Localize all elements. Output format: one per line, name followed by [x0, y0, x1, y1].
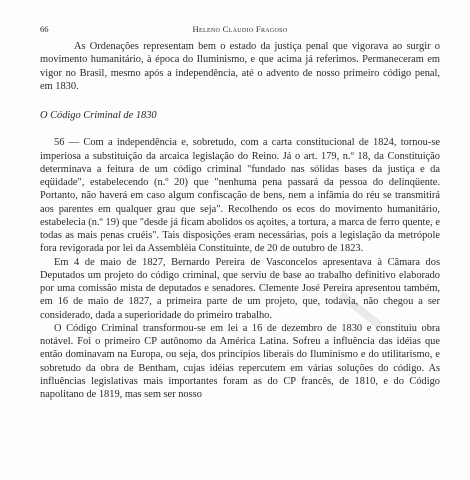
body-text: [40, 40, 440, 401]
paragraph-56: 56 — Com a independência e, sobretudo, com a carta constitucional de 1824, tornou-se imperiosa a substituição da arcaica legislação do Reino. Já o art. 179, n.º 18, da Constituição determinava a feitura de um código criminal "fundado nas sólidas bases da justiça e da eqüidade", estabelecendo (n.º 20) que "nenhuma pena passará da pessoa do delinqüente. Portanto, não haverá em caso algum confiscação de bens, nem a infâmia do réu se transmitirá aos parentes em qualquer grau que seja". Recolhendo os ecos do movimento humanitário, estabelecia (n.º 19) que "desde já ficam abolidos os açoites, a tortura, a marca de ferro quente, e todas as mais penas cruéis". Tais disposições eram necessárias, pois a legislação da metrópole fora revigorada por lei da Assembléia Constituinte, de 20 de outubro de 1823.: [40, 137, 440, 255]
running-head: Heleno Cláudio Fragoso: [192, 24, 288, 34]
paragraph-ordenacoes: As Ordenações representam bem o estado da justiça penal que vigorava ao surgir o movimento humanitário, à época do Iluminismo, e que acima já referimos. Permaneceram em vigor no Brasil, mesmo após a independência, até o advento de nosso primeiro código penal, em 1830.: [40, 41, 440, 92]
page-number: 66: [40, 24, 49, 34]
watermark: /: [323, 284, 400, 338]
paragraph-projeto-1827: Em 4 de maio de 1827, Bernardo Pereira de Vasconcelos apresentava à Câmara dos Deputados um projeto do código criminal, que serviu de base ao trabalho definitivo elaborado por uma comissão mista de deputados e senadores. Clemente José Pereira apresentou também, em 16 de maio de 1827, a primeira parte de um projeto, que, todavia, não chegou a ser considerado, dada a superioridade do primeiro trabalho.: [40, 256, 440, 321]
paragraph-codigo-1830: O Código Criminal transformou-se em lei a 16 de dezembro de 1830 e constituiu obra notável. Foi o primeiro CP autônomo da América Latina. Sofreu a influência das idéias que então dominavam na Europa, ou seja, dos princípios liberais do Iluminismo e do utilitarismo, e sobretudo da obra de Bentham, cujas idéias repercutem em várias soluções do código. As influências legislativas mais importantes foram as do CP francês, de 1810, e do Código napolitano de 1819, mas sem ser nosso: [40, 322, 440, 400]
section-title: O Código Criminal de 1830: [40, 110, 157, 121]
page-header: [40, 24, 440, 38]
